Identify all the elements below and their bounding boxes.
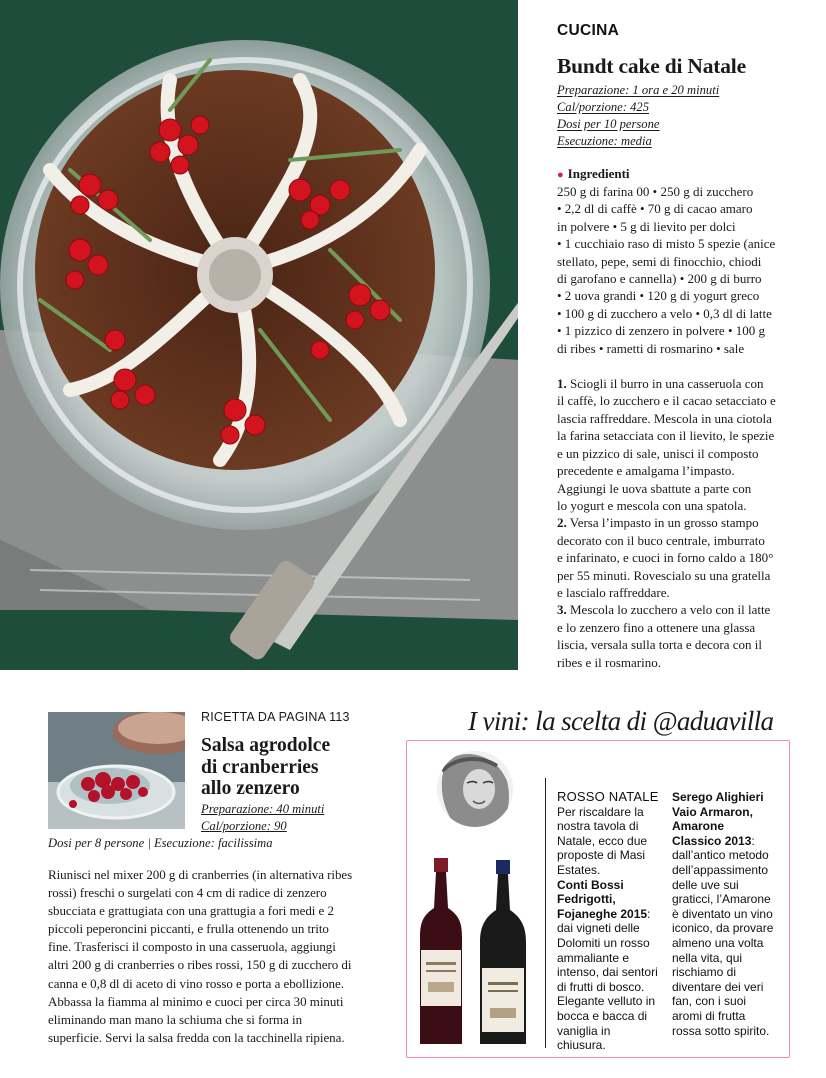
step-number: 3. bbox=[557, 602, 567, 618]
desc-line: bocca e bacca di bbox=[557, 1008, 648, 1023]
recipe2-body bbox=[48, 866, 384, 1047]
desc-line: dai vigneti delle bbox=[557, 921, 640, 936]
intro-line: Per riscaldare la bbox=[557, 804, 644, 819]
difficulty: Esecuzione: media bbox=[557, 134, 652, 148]
step-text: ribes e il rosmarino. bbox=[557, 654, 661, 670]
step-text: decorato con il buco centrale, imburrato bbox=[557, 532, 765, 548]
ingredient-line: in polvere • 5 g di lievito per dolci bbox=[557, 218, 736, 234]
step-text: Mescola lo zucchero a velo con il latte bbox=[566, 602, 771, 618]
wine-name: Conti Bossi bbox=[557, 877, 624, 892]
recipe2-title: Salsa agrodolce di cranberries allo zenzero bbox=[201, 735, 331, 799]
portrait-illustration bbox=[437, 751, 513, 827]
body-line: piccoli peperoncini piccanti, e frulla ottenendo un trito bbox=[48, 921, 329, 937]
section-label: CUCINA bbox=[557, 22, 620, 39]
ingredient-line: • 1 cucchiaio raso di misto 5 spezie (anice bbox=[557, 236, 776, 252]
desc-line: iconico, da provare bbox=[672, 921, 774, 936]
desc-line: rischiamo di bbox=[672, 965, 737, 980]
desc-line: diventare dei veri bbox=[672, 979, 764, 994]
desc-line: Dolomiti un rosso bbox=[557, 935, 650, 950]
body-line: sbucciata e grattugiata con una grattugia a fori medi e 2 bbox=[48, 903, 334, 919]
wine-name: Serego Alighieri bbox=[672, 790, 764, 804]
step-text: lascia raffreddare. Mescola in una ciotola bbox=[557, 410, 772, 426]
ingredient-line: stellato, pepe, semi di finocchio, chiodi bbox=[557, 253, 762, 269]
body-line: canna e 0,8 dl di aceto di vino rosso e porta a ebollizione. bbox=[48, 975, 344, 991]
prep-time: Preparazione: 40 minuti bbox=[201, 802, 325, 816]
calories: Cal/porzione: 90 bbox=[201, 819, 287, 833]
wine-bottles-photo bbox=[412, 858, 537, 1048]
ingredient-line: • 2,2 dl di caffè • 70 g di cacao amaro bbox=[557, 201, 753, 217]
recipe2-servings: Dosi per 8 persone | Esecuzione: facilissima bbox=[48, 836, 273, 850]
desc-line: delle uve sui bbox=[672, 877, 739, 892]
step-text: per 55 minuti. Rovescialo su una gratella bbox=[557, 567, 771, 583]
wine-name: Fojaneghe 2015 bbox=[557, 906, 648, 921]
desc-line: nella vita, qui bbox=[672, 950, 743, 965]
desc-line: ammaliante e bbox=[557, 950, 630, 965]
step-text: precedente e amalgama l’impasto. bbox=[557, 463, 735, 479]
step-text: la farina setacciata con il lievito, le spezie bbox=[557, 428, 775, 444]
ingredients-heading: ● Ingredienti bbox=[557, 166, 630, 181]
wine-column-2: Serego Alighieri Vaio Armaron, Amarone Classico 2013: dall’antico metodo dell’appassimento delle uve sui graticci, l’Amarone è diventato un vino iconico, da provare almeno una volta nella vita, qui rischiamo di diventare dei veri fan, con i suoi aromi di frutta rossa sotto spirito. bbox=[672, 790, 784, 1038]
prep-time: Preparazione: 1 ora e 20 minuti bbox=[557, 83, 720, 97]
recipe-steps bbox=[557, 375, 797, 671]
body-line: rossi) freschi o surgelati con 4 cm di radice di zenzero bbox=[48, 885, 327, 901]
wine-heading: I vini: la scelta di @aduavilla bbox=[468, 706, 774, 736]
ingredient-line: • 2 uova grandi • 120 g di yogurt greco bbox=[557, 288, 760, 304]
body-line: altri 200 g di cranberries o ribes rossi, 150 g di zucchero di bbox=[48, 957, 352, 973]
step-text: Versa l’impasto in un grosso stampo bbox=[566, 515, 759, 531]
desc-line: è diventato un vino bbox=[672, 906, 773, 921]
ingredient-line: di ribes • rametti di rosmarino • sale bbox=[557, 340, 745, 356]
wine-name: Classico 2013 bbox=[672, 833, 752, 848]
recipe2-kicker: RICETTA DA PAGINA 113 bbox=[201, 710, 350, 724]
ingredients-list bbox=[557, 183, 797, 357]
body-line: superficie. Servi la salsa fredda con la tacchinella ripiena. bbox=[48, 1029, 345, 1045]
recipe-title: Bundt cake di Natale bbox=[557, 54, 746, 78]
body-line: Abbassa la fiamma al minimo e cuoci per circa 30 minuti bbox=[48, 993, 344, 1009]
intro-line: Estates. bbox=[557, 862, 601, 877]
avatar bbox=[437, 751, 513, 827]
body-line: Riunisci nel mixer 200 g di cranberries (in alternativa ribes bbox=[48, 867, 353, 882]
step-text: Sciogli il burro in una casseruola con bbox=[566, 376, 764, 392]
intro-line: proposte di Masi bbox=[557, 848, 646, 863]
desc-line: aromi di frutta bbox=[672, 1008, 746, 1023]
wine-name: Fedrigotti, bbox=[557, 892, 616, 907]
bundt-cake-recipe bbox=[557, 22, 797, 671]
desc-line: almeno una volta bbox=[672, 935, 764, 950]
recipe2-meta bbox=[201, 801, 324, 835]
bundt-cake-illustration bbox=[0, 0, 518, 670]
calories: Cal/porzione: 425 bbox=[557, 100, 650, 114]
desc-line: rossa sotto spirito. bbox=[672, 1023, 770, 1038]
body-line: fine. Trasferisci il composto in una casseruola, aggiungi bbox=[48, 939, 336, 955]
wine-column-1: ROSSO NATALE Per riscaldare la nostra tavola di Natale, ecco due proposte di Masi Estates. Conti Bossi Fedrigotti, Fojaneghe 2015: dai vigneti delle Dolomiti un rosso ammaliante e intenso, dai sentori di frutti di bosco. Elegante velluto in bocca e bacca di vaniglia in chiusura. bbox=[557, 790, 662, 1053]
step-number: 2. bbox=[557, 515, 567, 531]
wine-name: Vaio Armaron, bbox=[672, 804, 753, 819]
wine-column-heading: ROSSO NATALE bbox=[557, 789, 659, 804]
wine-name: Amarone bbox=[672, 819, 725, 834]
desc-line: graticci, l’Amarone bbox=[672, 892, 771, 907]
desc-line: fan, con i suoi bbox=[672, 994, 747, 1009]
recipe-meta bbox=[557, 82, 797, 150]
step-text: liscia, versala sulla torta e decora con il bbox=[557, 637, 763, 653]
desc-line: dell’appassimento bbox=[672, 862, 769, 877]
servings: Dosi per 10 persone bbox=[557, 117, 660, 131]
step-text: e lo zenzero fino a ottenere una glassa bbox=[557, 619, 756, 635]
cranberry-sauce-photo bbox=[48, 712, 185, 829]
cranberry-bowl-illustration bbox=[48, 712, 185, 829]
intro-line: Natale, ecco due bbox=[557, 833, 648, 848]
desc-line: dall’antico metodo bbox=[672, 848, 769, 863]
body-line: eliminando man mano la schiuma che si forma in bbox=[48, 1011, 303, 1027]
step-text: e lascialo raffreddare. bbox=[557, 584, 670, 600]
step-number: 1. bbox=[557, 376, 567, 392]
desc-line: intenso, dai sentori bbox=[557, 965, 658, 980]
column-separator bbox=[545, 778, 546, 1048]
bundt-cake-photo bbox=[0, 0, 518, 670]
intro-line: nostra tavola di bbox=[557, 819, 639, 834]
ingredient-line: • 1 pizzico di zenzero in polvere • 100 g bbox=[557, 323, 765, 339]
bullet-icon: ● bbox=[557, 169, 564, 181]
ingredient-line: • 100 g di zucchero a velo • 0,3 dl di latte bbox=[557, 305, 772, 321]
step-text: e infarinato, e cuoci in forno caldo a 180° bbox=[557, 550, 774, 566]
wine-bottles-illustration bbox=[412, 858, 537, 1048]
step-text: e un pizzico di sale, unisci il composto bbox=[557, 445, 759, 461]
step-text: Aggiungi le uova sbattute a parte con bbox=[557, 480, 752, 496]
ingredient-line: 250 g di farina 00 • 250 g di zucchero bbox=[557, 184, 754, 199]
step-text: il caffè, lo zucchero e il cacao setacciato e bbox=[557, 393, 776, 409]
desc-line: vaniglia in chiusura. bbox=[557, 1023, 611, 1053]
desc-line: di frutti di bosco. bbox=[557, 979, 645, 994]
step-text: lo yogurt e mescola con una spatola. bbox=[557, 497, 747, 513]
desc-line: Elegante velluto in bbox=[557, 994, 656, 1009]
ingredient-line: di garofano e cannella) • 200 g di burro bbox=[557, 271, 762, 287]
